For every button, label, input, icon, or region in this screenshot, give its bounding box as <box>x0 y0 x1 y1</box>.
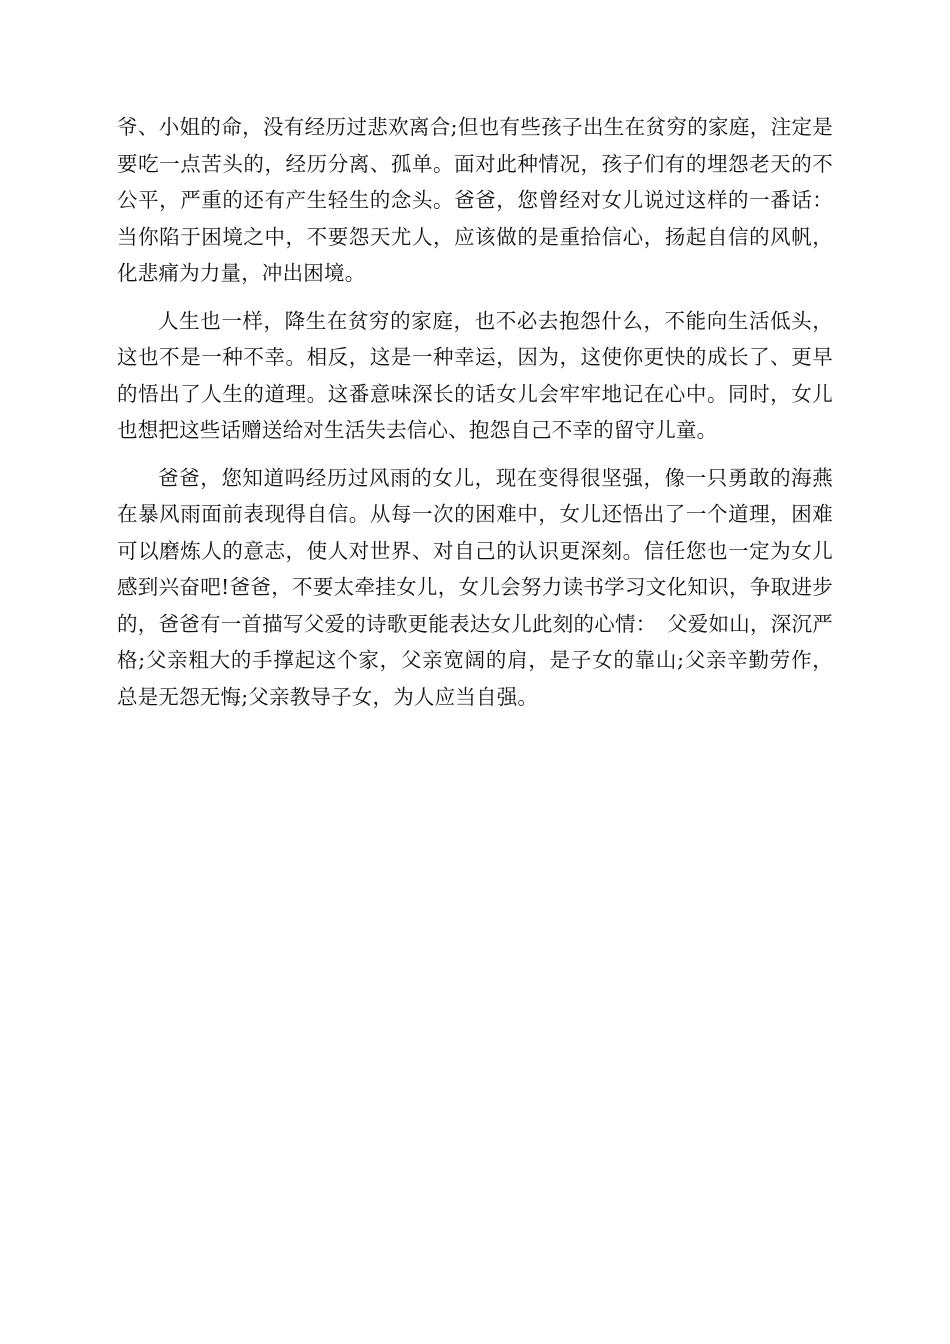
document-body <box>117 109 833 715</box>
paragraph-daughter-message: 爸爸，您知道吗经历过风雨的女儿，现在变得很坚强，像一只勇敢的海燕在暴风雨面前表现得自信。从每一次的困难中，女儿还悟出了一个道理，困难可以磨炼人的意志，使人对世界、对自己的认识更深刻。信任您也一定为女儿感到兴奋吧!爸爸，不要太牵挂女儿，女儿会努力读书学习文化知识，争取进步的，爸爸有一首描写父爱的诗歌更能表达女儿此刻的心情： 父爱如山，深沉严格;父亲粗大的手撑起这个家，父亲宽阔的肩，是子女的靠山;父亲辛勤劳作，总是无怨无悔;父亲教导子女，为人应当自强。 <box>117 465 833 709</box>
paragraph-life-lesson: 人生也一样，降生在贫穷的家庭，也不必去抱怨什么，不能向生活低头，这也不是一种不幸。相反，这是一种幸运，因为，这使你更快的成长了、更早的悟出了人生的道理。这番意味深长的话女儿会牢牢地记在心中。同时，女儿也想把这些话赠送给对生活失去信心、抱怨自己不幸的留守儿童。 <box>117 308 833 442</box>
paragraph-continuation: 爷、小姐的命，没有经历过悲欢离合;但也有些孩子出生在贫穷的家庭，注定是要吃一点苦头的，经历分离、孤单。面对此种情况，孩子们有的埋怨老天的不公平，严重的还有产生轻生的念头。爸爸，您曾经对女儿说过这样的一番话：当你陷于困境之中，不要怨天尤人，应该做的是重拾信心，扬起自信的风帆，化悲痛为力量，冲出困境。 <box>117 115 833 285</box>
